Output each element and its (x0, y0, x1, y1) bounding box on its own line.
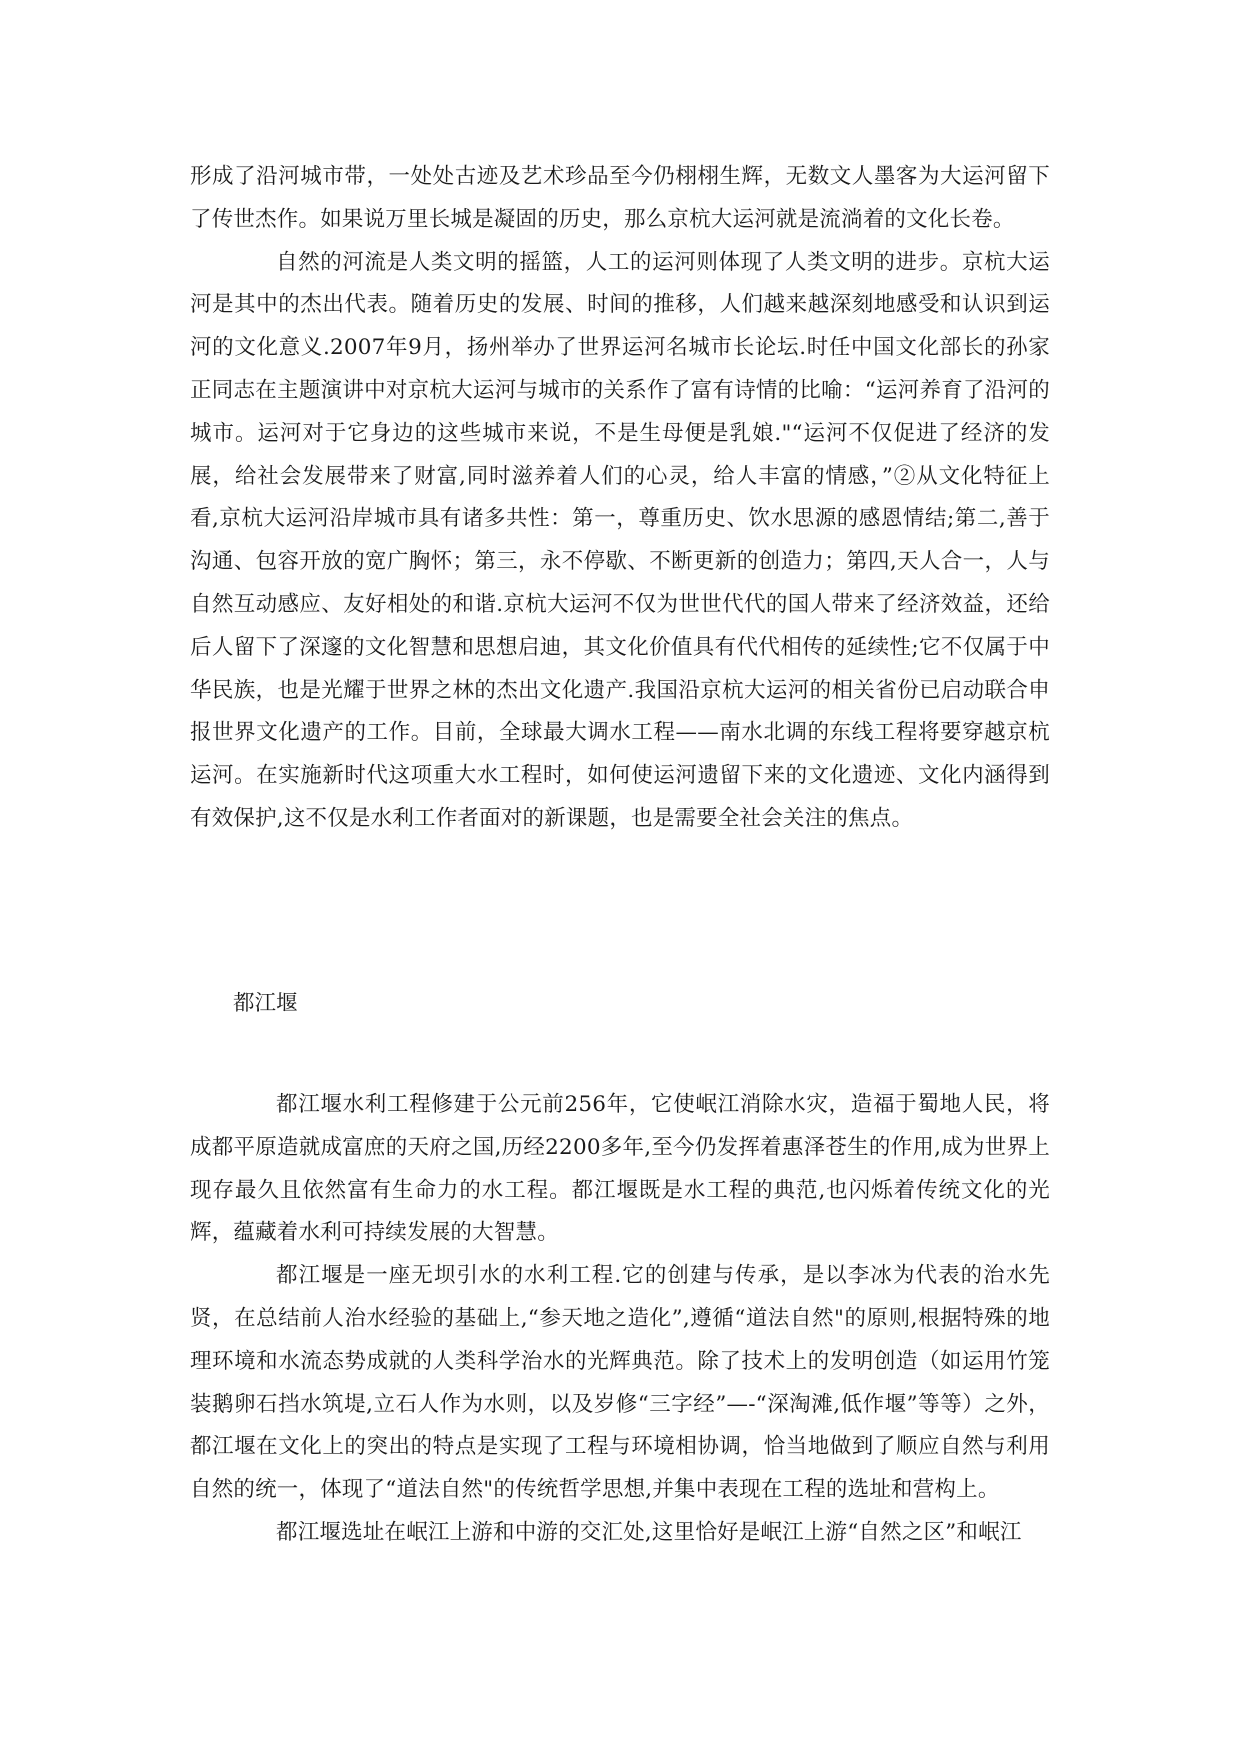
paragraph: 自然的河流是人类文明的摇篮，人工的运河则体现了人类文明的进步。京杭大运河是其中的杰出代表。随着历史的发展、时间的推移，人们越来越深刻地感受和认识到运河的文化意义.2007年9月，扬州举办了世界运河名城市长论坛.时任中国文化部长的孙家正同志在主题演讲中对京杭大运河与城市的关系作了富有诗情的比喻：“运河养育了沿河的城市。运河对于它身边的这些城市来说，不是生母便是乳娘."“运河不仅促进了经济的发展，给社会发展带来了财富,同时滋养着人们的心灵，给人丰富的情感，”②从文化特征上看,京杭大运河沿岸城市具有诸多共性：第一，尊重历史、饮水思源的感恩情结;第二,善于沟通、包容开放的宽广胸怀；第三，永不停歇、不断更新的创造力；第四,天人合一，人与自然互动感应、友好相处的和谐.京杭大运河不仅为世世代代的国人带来了经济效益，还给后人留下了深邃的文化智慧和思想启迪，其文化价值具有代代相传的延续性;它不仅属于中华民族，也是光耀于世界之林的杰出文化遗产.我国沿京杭大运河的相关省份已启动联合申报世界文化遗产的工作。目前，全球最大调水工程——南水北调的东线工程将要穿越京杭运河。在实施新时代这项重大水工程时，如何使运河遗留下来的文化遗迹、文化内涵得到有效保护,这不仅是水利工作者面对的新课题，也是需要全社会关注的焦点。 (190, 249, 1050, 831)
paragraph: 都江堰是一座无坝引水的水利工程.它的创建与传承，是以李冰为代表的治水先贤，在总结前人治水经验的基础上,“参天地之造化”,遵循“道法自然"的原则,根据特殊的地理环境和水流态势成就的人类科学治水的光辉典范。除了技术上的发明创造（如运用竹笼装鹅卵石挡水筑堤,立石人作为水则，以及岁修“三字经”—-“深淘滩,低作堰”等等）之外，都江堰在文化上的突出的特点是实现了工程与环境相协调，恰当地做到了顺应自然与利用自然的统一，体现了“道法自然"的传统哲学思想,并集中表现在工程的选址和营构上。 (190, 1263, 1050, 1503)
paragraph: 形成了沿河城市带，一处处古迹及艺术珍品至今仍栩栩生辉，无数文人墨客为大运河留下了传世杰作。如果说万里长城是凝固的历史，那么京杭大运河就是流淌着的文化长卷。 (190, 164, 1050, 232)
text-section-dujiangyan (190, 1084, 1050, 1555)
paragraph: 都江堰选址在岷江上游和中游的交汇处,这里恰好是岷江上游“自然之区”和岷江 (276, 1519, 1022, 1545)
paragraph: 都江堰水利工程修建于公元前256年，它使岷江消除水灾，造福于蜀地人民，将成都平原造就成富庶的天府之国,历经2200多年,至今仍发挥着惠泽苍生的作用,成为世界上现存最久且依然富有生命力的水工程。都江堰既是水工程的典范,也闪烁着传统文化的光辉，蕴藏着水利可持续发展的大智慧。 (190, 1092, 1050, 1246)
text-section-grand-canal (190, 156, 1050, 841)
section-heading: 都江堰 (233, 991, 298, 1016)
